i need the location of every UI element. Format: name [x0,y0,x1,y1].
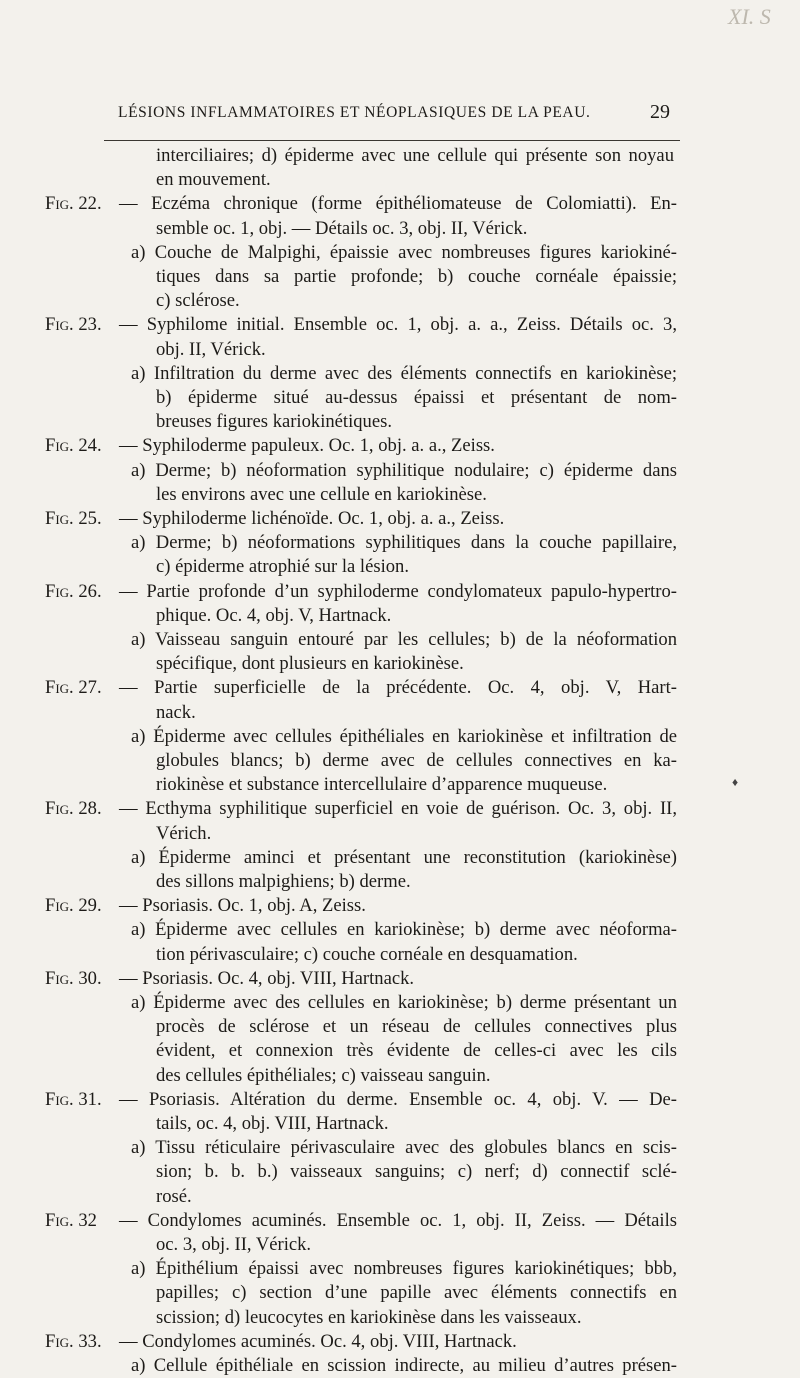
line-text: papilles; c) section d’une papille avec éléments connectifs en [156,1282,677,1304]
line-text: — Partie profonde d’un syphiloderme condylomateux papulo-hypertro- [119,580,677,602]
line-text: spécifique, dont plusieurs en kariokinèse. [156,653,464,675]
line-text: globules blancs; b) derme avec de cellules connectives en ka- [156,750,677,771]
line-text: Vérich. [156,822,212,844]
figure-caption-line [0,313,800,337]
caption-line [0,217,800,241]
line-text: phique. Oc. 4, obj. V, Hartnack. [156,604,392,626]
figure-number: Fig. 32 [45,1209,97,1231]
line-text: breuses figures kariokinétiques. [156,411,392,433]
figure-number: Fig. 24. [45,435,102,457]
line-text: b) épiderme situé au-dessus épaissi et présentant de nom- [156,387,677,408]
caption-line [0,386,800,410]
figure-caption-line [0,192,800,216]
caption-line [0,459,800,483]
caption-line [0,725,800,749]
line-text: tion périvasculaire; c) couche cornéale en desquamation. [156,943,578,965]
caption-line [0,918,800,942]
line-text: — Condylomes acuminés. Ensemble oc. 1, obj. II, Zeiss. — Détails [119,1209,677,1231]
line-text: a) Épiderme aminci et présentant une reconstitution (kariokinèse) [131,846,677,868]
line-text: nack. [156,701,196,723]
line-text: en mouvement. [156,169,271,191]
line-text: riokinèse et substance intercellulaire d’apparence muqueuse. [156,774,608,796]
line-text: — Eczéma chronique (forme épithéliomateuse de Colomiatti). En- [119,193,677,215]
caption-line [0,168,800,192]
line-text: — Psoriasis. Oc. 1, obj. A, Zeiss. [119,895,366,917]
line-text: rosé. [156,1185,192,1207]
caption-line [0,265,800,289]
figure-caption-line [0,507,800,531]
line-text: les environs avec une cellule en kariokinèse. [156,483,487,505]
line-text: a) Épiderme avec des cellules en kariokinèse; b) derme présentant un [131,992,677,1013]
caption-line [0,1185,800,1209]
caption-line [0,943,800,967]
line-text: — Syphiloderme lichénoïde. Oc. 1, obj. a. a., Zeiss. [119,508,505,529]
running-head [0,100,800,130]
caption-line [0,1015,800,1039]
line-text: a) Tissu réticulaire périvasculaire avec des globules blancs en scis- [131,1137,677,1159]
page-number: 29 [650,101,670,123]
caption-line [0,1233,800,1257]
caption-line [0,749,800,773]
figure-caption-line [0,434,800,458]
line-text: obj. II, Vérick. [156,338,266,360]
figure-caption-line [0,1330,800,1354]
line-text: semble oc. 1, obj. — Détails oc. 3, obj. II, Vérick. [156,217,528,239]
line-text: — Psoriasis. Oc. 4, obj. VIII, Hartnack. [119,967,415,989]
caption-line [0,1160,800,1184]
caption-line [0,604,800,628]
line-text: c) épiderme atrophié sur la lésion. [156,556,409,578]
caption-line [0,701,800,725]
caption-line [0,1039,800,1063]
figure-number: Fig. 28. [45,798,102,820]
caption-line [0,289,800,313]
line-text: c) sclérose. [156,290,240,312]
figure-number: Fig. 22. [45,193,102,215]
figure-number: Fig. 33. [45,1330,102,1352]
figure-number: Fig. 29. [45,895,102,917]
line-text: tiques dans sa partie profonde; b) couche cornéale épaissie; [156,266,677,287]
caption-line [0,628,800,652]
caption-line [0,870,800,894]
caption-line [0,1257,800,1281]
figure-number: Fig. 31. [45,1088,102,1110]
caption-line [0,338,800,362]
caption-line [0,1306,800,1330]
figure-caption-line [0,676,800,700]
line-text: a) Couche de Malpighi, épaissie avec nombreuses figures kariokiné- [131,241,677,263]
line-text: des sillons malpighiens; b) derme. [156,871,411,892]
line-text: des cellules épithéliales; c) vaisseau sanguin. [156,1064,491,1086]
figure-caption-line [0,894,800,918]
line-text: — Ecthyma syphilitique superficiel en voie de guérison. Oc. 3, obj. II, [119,798,677,820]
line-text: a) Épiderme avec cellules en kariokinèse; b) derme avec néoforma- [131,919,677,941]
caption-line [0,362,800,386]
line-text: a) Derme; b) néoformation syphilitique nodulaire; c) épiderme dans [131,459,677,481]
caption-line [0,531,800,555]
figure-number: Fig. 27. [45,677,102,699]
figure-caption-line [0,1088,800,1112]
figure-caption-line [0,967,800,991]
caption-line [0,410,800,434]
line-text: — Psoriasis. Altération du derme. Ensemble oc. 4, obj. V. — De- [119,1088,677,1110]
caption-line [0,773,800,797]
line-text: sion; b. b. b.) vaisseaux sanguins; c) nerf; d) connectif sclé- [156,1161,677,1183]
line-text: a) Infiltration du derme avec des éléments connectifs en kariokinèse; [131,362,677,384]
line-text: oc. 3, obj. II, Vérick. [156,1234,312,1255]
figure-number: Fig. 30. [45,967,102,989]
corner-mark: XI. S [728,4,771,29]
caption-line [0,1354,800,1378]
caption-line [0,822,800,846]
figure-number: Fig. 26. [45,580,102,602]
caption-line [0,652,800,676]
caption-line [0,555,800,579]
line-text: — Condylomes acuminés. Oc. 4, obj. VIII, Hartnack. [119,1330,517,1352]
caption-line [0,1281,800,1305]
line-text: scission; d) leucocytes en kariokinèse dans les vaisseaux. [156,1306,582,1328]
line-text: interciliaires; d) épiderme avec une cellule qui présente son noyau [156,145,674,166]
caption-line [0,1064,800,1088]
caption-line [0,991,800,1015]
figure-caption-line [0,1209,800,1233]
caption-line [0,846,800,870]
line-text: — Syphiloderme papuleux. Oc. 1, obj. a. a., Zeiss. [119,435,495,457]
caption-line [0,144,800,168]
line-text: — Partie superficielle de la précédente. Oc. 4, obj. V, Hart- [119,677,677,699]
caption-line [0,1112,800,1136]
figure-number: Fig. 25. [45,508,102,529]
line-text: a) Vaisseau sanguin entouré par les cellules; b) de la néoformation [131,629,677,650]
line-text: a) Épithélium épaissi avec nombreuses figures kariokinétiques; bbb, [131,1258,677,1280]
header-rule [104,140,680,141]
figure-caption-line [0,580,800,604]
caption-line [0,483,800,507]
line-text: a) Épiderme avec cellules épithéliales en kariokinèse et infiltration de [131,725,677,747]
line-text: procès de sclérose et un réseau de cellules connectives plus [156,1016,677,1038]
line-text: évident, et connexion très évidente de celles-ci avec les cils [156,1040,677,1062]
line-text: tails, oc. 4, obj. VIII, Hartnack. [156,1113,389,1134]
line-text: — Syphilome initial. Ensemble oc. 1, obj. a. a., Zeiss. Détails oc. 3, [119,314,677,336]
stray-mark: ♦ [732,775,739,789]
line-text: a) Derme; b) néoformations syphilitiques dans la couche papillaire, [131,532,677,554]
line-text: a) Cellule épithéliale en scission indirecte, au milieu d’autres présen- [131,1355,677,1376]
figure-caption-line [0,797,800,821]
figure-number: Fig. 23. [45,314,102,336]
caption-line [0,1136,800,1160]
caption-line [0,241,800,265]
running-title: LÉSIONS INFLAMMATOIRES ET NÉOPLASIQUES DE LA PEAU. [118,104,591,121]
